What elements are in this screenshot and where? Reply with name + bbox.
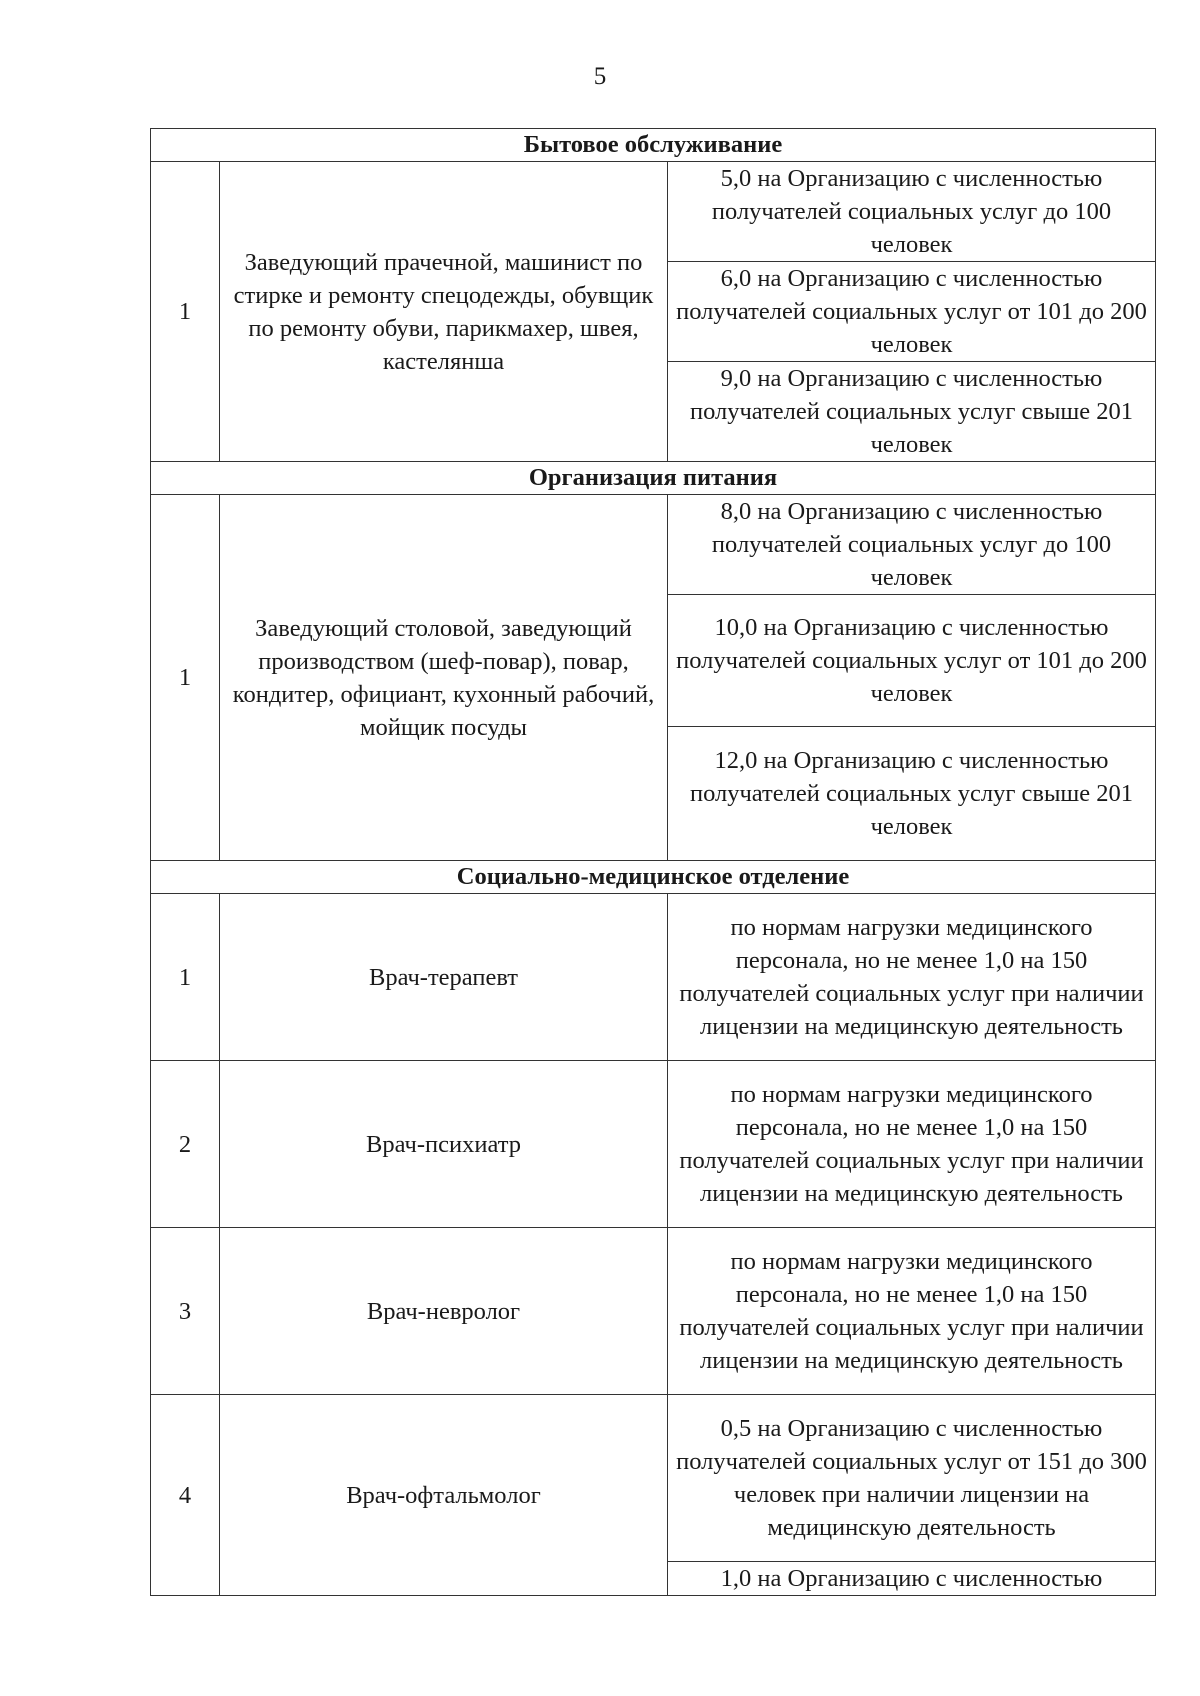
norm-cell: по нормам нагрузки медицинского персонала, но не менее 1,0 на 150 получателей социальных услуг при наличии лицензии на медицинскую деятельность (668, 1061, 1156, 1228)
norm-cell: 5,0 на Организацию с численностью получателей социальных услуг до 100 человек (668, 162, 1156, 262)
row-number: 1 (151, 162, 220, 462)
page-number: 5 (593, 63, 607, 90)
table-row (151, 162, 1156, 262)
role-cell: Врач-терапевт (220, 894, 668, 1061)
role-cell: Заведующий столовой, заведующий производством (шеф-повар), повар, кондитер, официант, кухонный рабочий, мойщик посуды (220, 495, 668, 861)
norm-cell: 10,0 на Организацию с численностью получателей социальных услуг от 101 до 200 человек (668, 595, 1156, 727)
table-row (151, 495, 1156, 595)
role-cell: Врач-невролог (220, 1228, 668, 1395)
norm-cell: по нормам нагрузки медицинского персонала, но не менее 1,0 на 150 получателей социальных услуг при наличии лицензии на медицинскую деятельность (668, 1228, 1156, 1395)
row-number: 3 (151, 1228, 220, 1395)
section-header-row (151, 129, 1156, 162)
role-cell: Врач-психиатр (220, 1061, 668, 1228)
norm-cell: 12,0 на Организацию с численностью получателей социальных услуг свыше 201 человек (668, 727, 1156, 861)
norm-cell: 6,0 на Организацию с численностью получателей социальных услуг от 101 до 200 человек (668, 262, 1156, 362)
table-row (151, 1228, 1156, 1395)
role-cell: Заведующий прачечной, машинист по стирке и ремонту спецодежды, обувщик по ремонту обуви, парикмахер, швея, кастелянша (220, 162, 668, 462)
row-number: 2 (151, 1061, 220, 1228)
norm-cell: 0,5 на Организацию с численностью получателей социальных услуг от 151 до 300 человек при наличии лицензии на медицинскую деятельность (668, 1395, 1156, 1562)
role-cell: Врач-офтальмолог (220, 1395, 668, 1596)
section-title-household: Бытовое обслуживание (151, 129, 1156, 162)
row-number: 1 (151, 894, 220, 1061)
section-header-row (151, 462, 1156, 495)
row-number: 4 (151, 1395, 220, 1596)
section-header-row (151, 861, 1156, 894)
row-number: 1 (151, 495, 220, 861)
table-row (151, 894, 1156, 1061)
norm-cell: 1,0 на Организацию с численностью (668, 1562, 1156, 1596)
table-row (151, 1061, 1156, 1228)
norm-cell: 9,0 на Организацию с численностью получателей социальных услуг свыше 201 человек (668, 362, 1156, 462)
staff-norms-table (150, 128, 1156, 1596)
table-row (151, 1395, 1156, 1562)
section-title-catering: Организация питания (151, 462, 1156, 495)
norm-cell: 8,0 на Организацию с численностью получателей социальных услуг до 100 человек (668, 495, 1156, 595)
norm-cell: по нормам нагрузки медицинского персонала, но не менее 1,0 на 150 получателей социальных услуг при наличии лицензии на медицинскую деятельность (668, 894, 1156, 1061)
section-title-medical: Социально-медицинское отделение (151, 861, 1156, 894)
